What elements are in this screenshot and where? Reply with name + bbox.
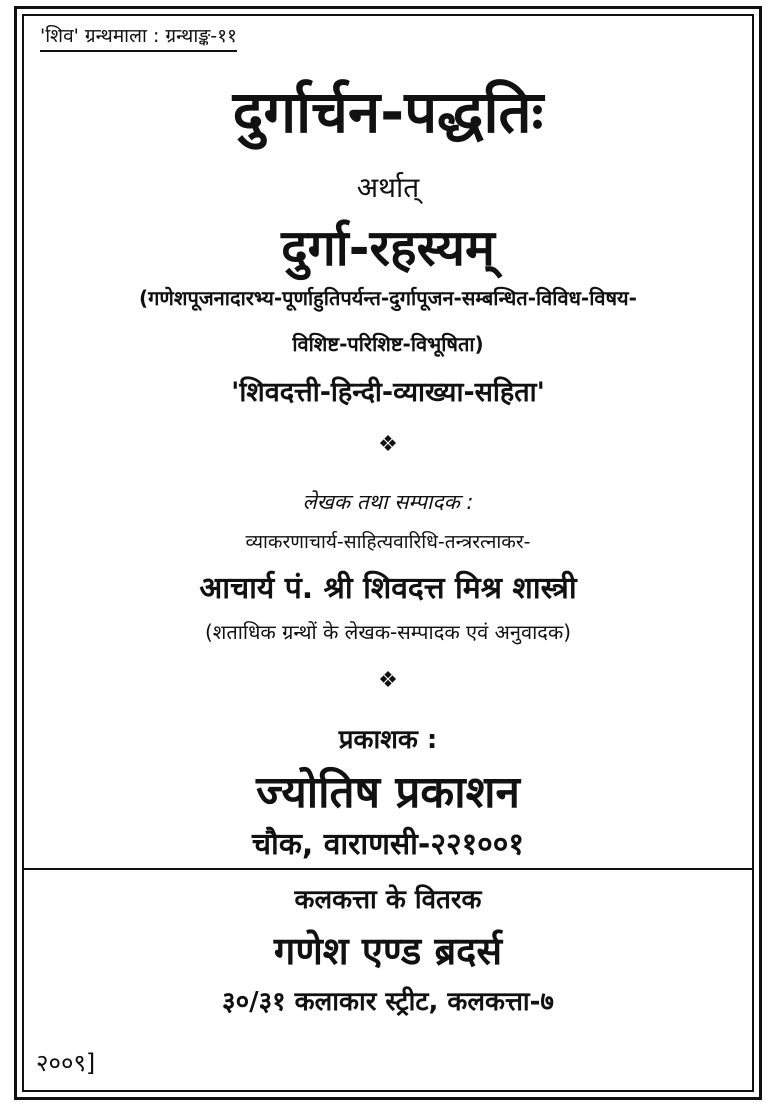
author-note: (शताधिक ग्रन्थों के लेखक-सम्पादक एवं अनुवादक) — [204, 620, 572, 644]
distributor-address: ३०/३१ कलाकार स्ट्रीट, कलकत्ता-७ — [222, 987, 554, 1017]
ornament-icon: ❖ — [378, 432, 398, 457]
publisher-heading: प्रकाशक : — [338, 725, 438, 755]
author-qualifications: व्याकरणाचार्य-साहित्यवारिधि-तन्त्ररत्नाकर- — [245, 531, 531, 553]
description-line-1: (गणेशपूजनादारभ्य-पूर्णाहुतिपर्यन्त-दुर्गापूजन-सम्बन्धित-विविध-विषय- — [139, 286, 637, 310]
ornament-icon-2: ❖ — [378, 668, 398, 693]
series-label: 'शिव' ग्रन्थमाला : ग्रन्थाङ्क-११ — [40, 22, 237, 52]
book-subtitle: दुर्गा-रहस्यम् — [281, 219, 495, 277]
distributor-name: गणेश एण्ड ब्रदर्स — [273, 929, 503, 973]
section-divider — [22, 868, 754, 870]
author-name: आचार्य पं. श्री शिवदत्त मिश्र शास्त्री — [199, 571, 577, 606]
distributor-heading: कलकत्ता के वितरक — [294, 885, 482, 915]
author-heading: लेखक तथा सम्पादक : — [302, 490, 474, 514]
arthat-label: अर्थात् — [356, 171, 420, 204]
code-label: २००९] — [36, 1049, 96, 1077]
book-title: दुर्गार्चन-पद्धतिः — [232, 78, 544, 146]
publisher-address: चौक, वाराणसी-२२१००१ — [252, 827, 524, 862]
commentary-line: 'शिवदत्ती-हिन्दी-व्याख्या-सहिता' — [231, 377, 545, 408]
description-line-2: विशिष्ट-परिशिष्ट-विभूषिता) — [292, 332, 484, 356]
publisher-name: ज्योतिष प्रकाशन — [256, 767, 520, 818]
